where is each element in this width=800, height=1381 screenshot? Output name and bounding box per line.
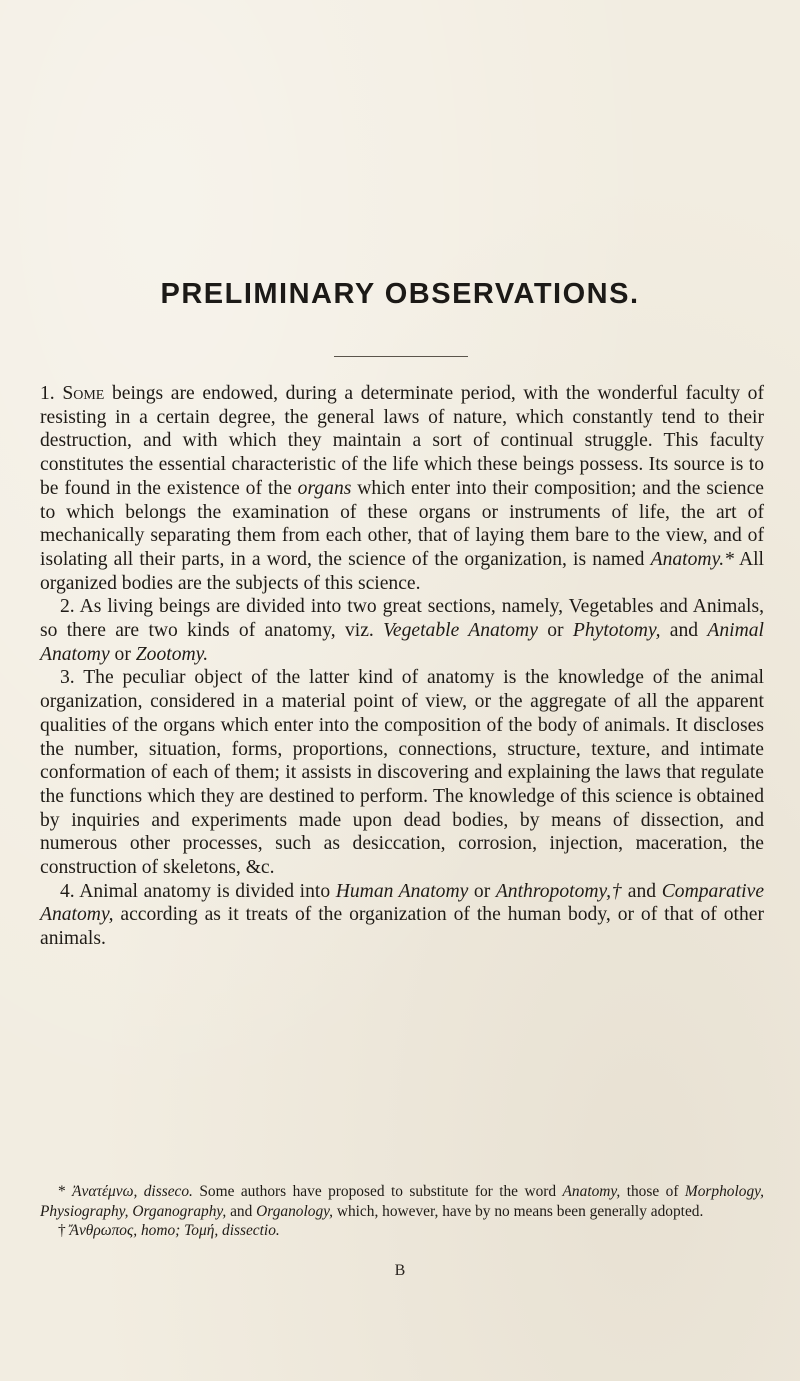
italic-term: Comparative Anatomy, xyxy=(40,880,765,926)
text-run: or xyxy=(537,620,573,642)
text-run: beings are endowed, during a determinate period, with the wonderful faculty of resisting in a certain degree, the general laws of nature, which constantly tend to their destruction, and with which they maintain a sort of continual struggle. This faculty constitutes the essential characteristic of the life which these beings possess. Its source is to be found in the existence of the xyxy=(40,383,764,499)
footnote-1 xyxy=(40,1182,764,1221)
paragraph-4 xyxy=(40,880,764,951)
text-run: Some authors have proposed to substitute for the word xyxy=(192,1183,563,1200)
text-run: according as it treats of the organization of the human body, or of that of other animals. xyxy=(40,904,764,950)
italic-term: Ἀνατέμνω, disseco. xyxy=(72,1183,193,1200)
text-run: All organized bodies are the subjects of this science. xyxy=(40,548,764,594)
text-run: which, however, have by no means been generally adopted. xyxy=(332,1202,704,1220)
text-run: Animal anatomy is divided into xyxy=(79,880,336,902)
text-run: and xyxy=(622,880,662,902)
text-run: and xyxy=(660,620,708,642)
footnote-2 xyxy=(40,1221,764,1241)
paragraph-2 xyxy=(40,595,764,666)
heading-rule xyxy=(334,356,468,357)
italic-term: Human Anatomy xyxy=(335,880,469,902)
text-run: those of xyxy=(620,1183,685,1200)
paragraph-3 xyxy=(40,666,764,879)
italic-term: Animal Anatomy xyxy=(40,620,764,665)
text-run: As living beings are divided into two great sections, namely, Vegetables and Animals, so there are two kinds of anatomy, viz. xyxy=(40,596,764,642)
text-run: or xyxy=(468,880,496,902)
italic-term: Morphology, Physiography, Organography, xyxy=(40,1183,764,1220)
paragraph-number: 1. xyxy=(40,383,55,404)
signature-mark: B xyxy=(394,1262,406,1279)
paragraph-number: 2. xyxy=(60,596,75,618)
italic-term: Ἄνθρωπος, homo; Τομή, dissectio. xyxy=(69,1222,280,1240)
page-heading: PRELIMINARY OBSERVATIONS. xyxy=(160,278,640,310)
italic-term: organs xyxy=(297,477,352,499)
text-run: which enter into their composition; and the science to which belongs the examination of these organs or instruments of life, the art of mechanically separating them from each other, that of laying them bare to the view, and of isolating all their parts, in a word, the science of the organization, is named xyxy=(40,477,764,570)
italic-term: Zootomy. xyxy=(135,643,209,665)
text-run: and xyxy=(226,1202,257,1220)
footnote-mark: * xyxy=(58,1183,73,1200)
text-run: or xyxy=(109,643,136,665)
text-run: The peculiar object of the latter kind of anatomy is the knowledge of the animal organization, considered in a material point of view, or the aggregate of all the apparent qualities of the organs which enter into the composition of the body of animals. It discloses the number, situation, forms, proportions, connections, structure, texture, and intimate conformation of each of them; it assists in discovering and explaining the laws that regulate the functions which they are destined to perform. The knowledge of this science is obtained by inquiries and experiments made upon dead bodies, by means of dissection, and numerous other processes, such as desiccation, corrosion, injection, maceration, the construction of skeletons, &c. xyxy=(40,667,764,879)
footnotes xyxy=(40,1182,764,1241)
paragraph-1 xyxy=(40,382,764,595)
italic-term: Organology, xyxy=(256,1202,333,1220)
lead-word: Some xyxy=(62,383,105,404)
italic-term: Anatomy, xyxy=(562,1183,621,1200)
main-text xyxy=(40,382,764,951)
paragraph-number: 4. xyxy=(60,880,75,902)
footnote-mark: † xyxy=(58,1222,70,1240)
italic-term: Vegetable Anatomy xyxy=(383,620,538,642)
italic-term: Phytotomy, xyxy=(572,620,661,642)
italic-term: Anthropotomy,† xyxy=(495,880,623,902)
paragraph-number: 3. xyxy=(60,667,75,689)
italic-term: Anatomy.* xyxy=(650,548,734,570)
